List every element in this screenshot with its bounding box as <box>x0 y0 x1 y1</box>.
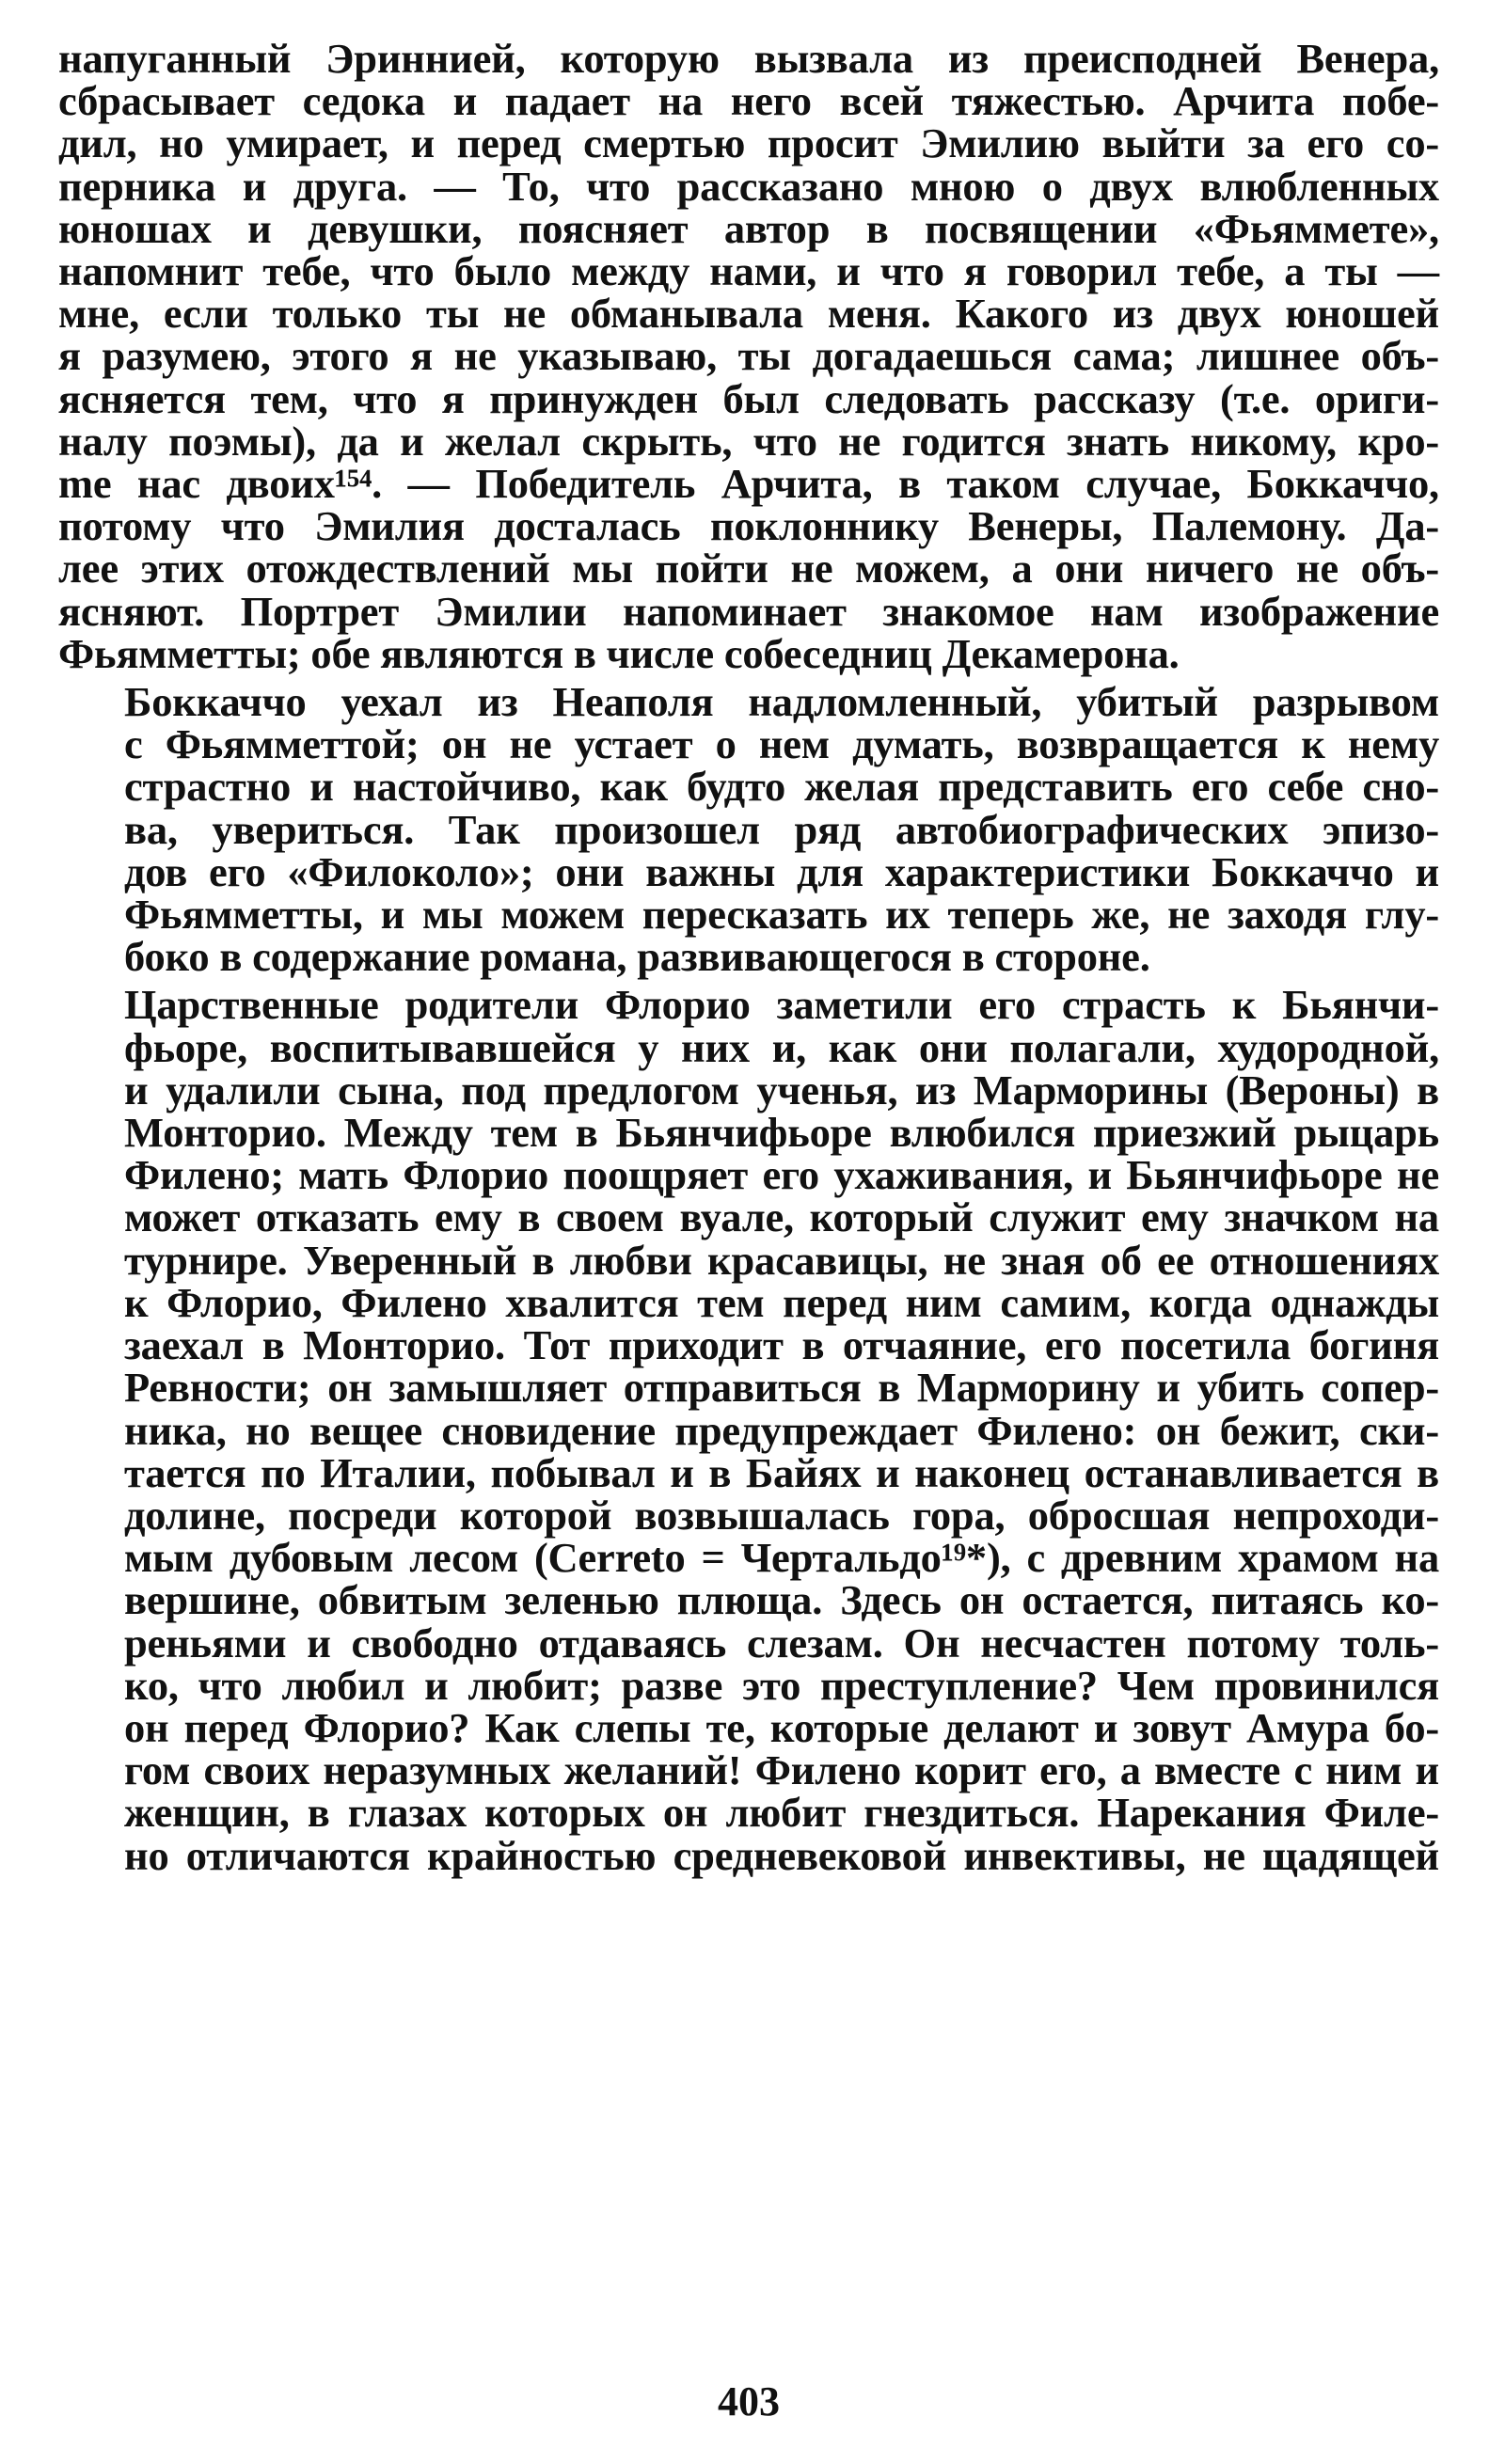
paragraph <box>58 678 1439 981</box>
text-line: вершине, обвитым зеленью плюща. Здесь он остается, питаясь ко- <box>124 1576 1439 1624</box>
text-line: ва, увериться. Так произошел ряд автобиографических эпизо- <box>124 805 1439 853</box>
text-line: мне, если только ты не обманывала меня. Какого из двух юношей <box>58 290 1439 338</box>
text-line: лее этих отождествлений мы пойти не можем, а они ничего не объ- <box>58 545 1439 592</box>
text-line: к Флорио, Филено хвалится тем перед ним самим, когда однажды <box>124 1278 1439 1326</box>
text-line: дил, но умирает, и перед смертью просит Эмилию выйти за его со- <box>58 119 1439 167</box>
paragraph <box>58 35 1439 677</box>
text-line: Монторио. Между тем в Бьянчифьоре влюбился приезжий рыцарь <box>124 1109 1439 1157</box>
text-line: может отказать ему в своем вуале, который служит ему значком на <box>124 1193 1439 1241</box>
text-line: Филено; мать Флорио поощряет его ухаживания, и Бьянчифьоре не <box>124 1151 1439 1199</box>
text-line: и удалили сына, под предлогом ученья, из Марморины (Вероны) в <box>124 1066 1439 1114</box>
text-line: гом своих неразумных желаний! Филено корит его, а вместе с ним и <box>124 1746 1439 1794</box>
paragraph <box>58 981 1439 1879</box>
text-line: заехал в Монторио. Тот приходит в отчаяние, его посетила богиня <box>124 1321 1439 1369</box>
text-line: Фьямметты; обе являются в числе собеседниц Декамерона. <box>58 629 1180 677</box>
text-line: ясняют. Портрет Эмилии напоминает знакомое нам изображение <box>58 587 1439 635</box>
text-line: реньями и свободно отдаваясь слезам. Он несчастен потому толь- <box>124 1619 1439 1666</box>
text-line: дов его «Филоколо»; они важны для характеристики Боккаччо и <box>124 847 1439 895</box>
page-number: 403 <box>718 2378 780 2425</box>
text-line: напуганный Эриннией, которую вызвала из преисподней Венера, <box>58 35 1439 82</box>
text-line: я разумею, этого я не указываю, ты догадаешься сама; лишнее объ- <box>58 332 1439 380</box>
text-line: Фьямметты, и мы можем пересказать их теперь же, не заходя глу- <box>124 891 1439 939</box>
text-line: тается по Италии, побывал и в Байях и наконец останавливается в <box>124 1448 1439 1496</box>
text-line: ясняется тем, что я принужден был следовать рассказу (т.е. ориги- <box>58 374 1439 422</box>
text-line: юношах и девушки, поясняет автор в посвящении «Фьяммете», <box>58 204 1439 252</box>
text-line: налу поэмы), да и желал скрыть, что не годится знать никому, кро- <box>58 417 1439 465</box>
text-line: боко в содержание романа, развивающегося в стороне. <box>124 933 1150 981</box>
text-line: с Фьямметтой; он не устает о нем думать, возвращается к нему <box>124 720 1439 768</box>
text-line: me нас двоих¹⁵⁴. — Победитель Арчита, в таком случае, Боккаччо, <box>58 460 1439 508</box>
text-line: напомнит тебе, что было между нами, и что я говорил тебе, а ты — <box>58 247 1439 295</box>
text-line: турнире. Уверенный в любви красавицы, не зная об ее отношениях <box>124 1236 1439 1284</box>
book-page <box>58 35 1439 2426</box>
text-line: Ревности; он замышляет отправиться в Марморину и убить сопер- <box>124 1364 1439 1412</box>
text-line: Царственные родители Флорио заметили его страсть к Бьянчи- <box>124 981 1439 1029</box>
text-line: он перед Флорио? Как слепы те, которые делают и зовут Амура бо- <box>124 1703 1439 1751</box>
text-line: Боккаччо уехал из Неаполя надломленный, убитый разрывом <box>124 678 1439 726</box>
text-line: сбрасывает седока и падает на него всей тяжестью. Арчита побе- <box>58 77 1439 125</box>
text-line: перника и друга. — То, что рассказано мною о двух влюбленных <box>58 162 1439 210</box>
text-line: ко, что любил и любит; разве это преступление? Чем провинился <box>124 1661 1439 1709</box>
text-line: ника, но вещее сновидение предупреждает Филено: он бежит, ски- <box>124 1406 1439 1454</box>
text-line: страстно и настойчиво, как будто желая представить его себе сно- <box>124 763 1439 811</box>
body-text <box>58 35 1439 1879</box>
text-line: но отличаются крайностью средневековой инвективы, не щадящей <box>124 1831 1439 1879</box>
text-line: фьоре, воспитывавшейся у них и, как они полагали, худородной, <box>124 1023 1439 1071</box>
text-line: долине, посреди которой возвышалась гора, обросшая непроходи- <box>124 1491 1439 1539</box>
text-line: мым дубовым лесом (Cerreto = Чертальдо¹⁹*), с древним храмом на <box>124 1534 1439 1582</box>
text-line: потому что Эмилия досталась поклоннику Венеры, Палемону. Да- <box>58 502 1439 550</box>
text-line: женщин, в глазах которых он любит гнездиться. Нарекания Филе- <box>124 1789 1439 1837</box>
